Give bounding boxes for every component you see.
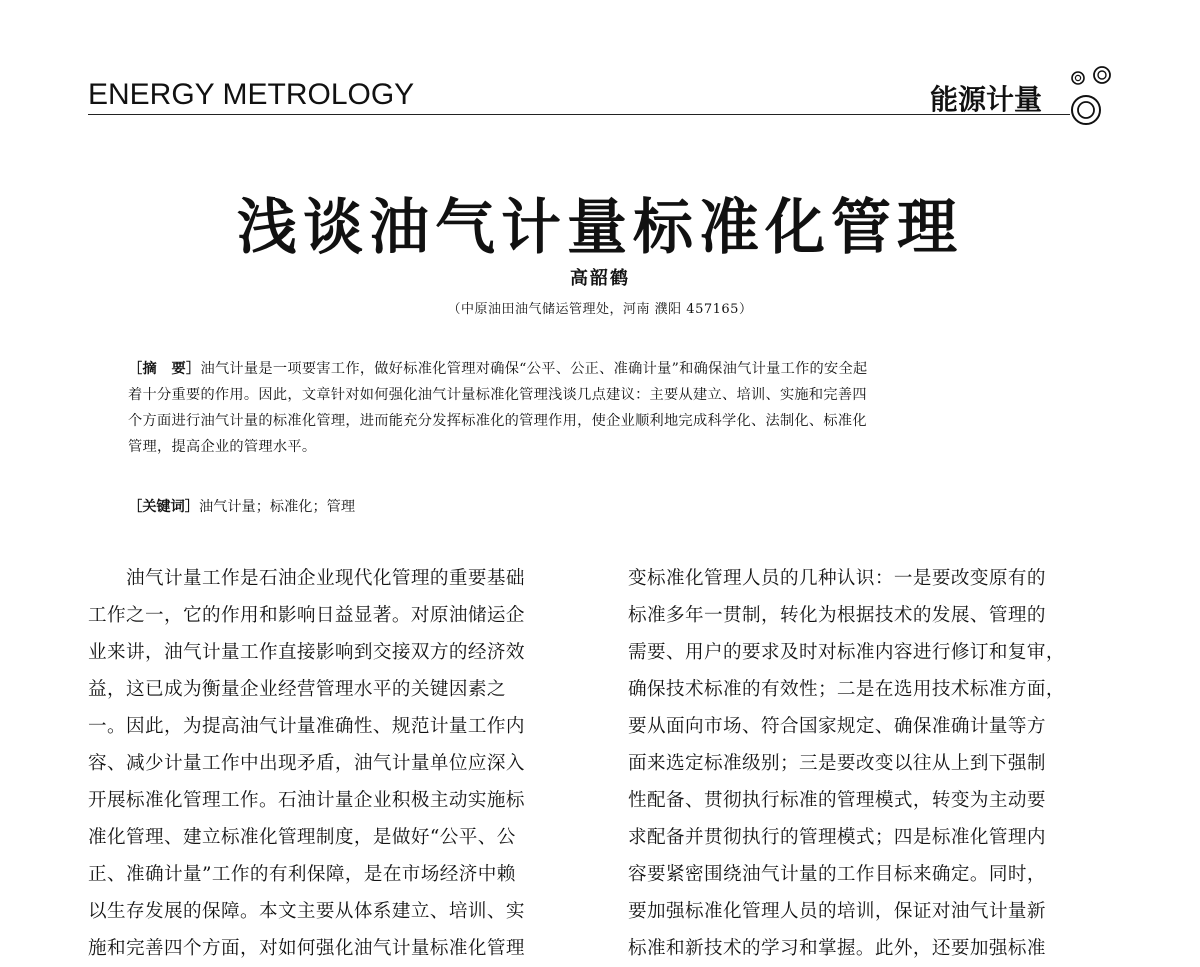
paragraph-line: 面来选定标准级别；三是要改变以往从上到下强制 bbox=[628, 753, 1046, 774]
abstract-text: 油气计量是一项要害工作，做好标准化管理对确保“公平、公正、准确计量”和确保油气计量工作的安全起 bbox=[200, 361, 868, 377]
body-left-column bbox=[88, 560, 588, 967]
author-name: 高韶鹤 bbox=[570, 268, 630, 289]
article-title: 浅谈油气计量标准化管理 bbox=[237, 193, 963, 263]
abstract-label: ［摘 要］ bbox=[128, 361, 201, 377]
paragraph-line: 标准多年一贯制，转化为根据技术的发展、管理的 bbox=[628, 605, 1046, 626]
paragraph-line: 要从面向市场、符合国家规定、确保准确计量等方 bbox=[628, 716, 1046, 737]
paragraph-line: 油气计量工作是石油企业现代化管理的重要基础 bbox=[126, 568, 525, 589]
paragraph-line: 标准和新技术的学习和掌握。此外，还要加强标准 bbox=[628, 938, 1046, 959]
keywords bbox=[128, 494, 1088, 520]
paragraph-line: 业来讲，油气计量工作直接影响到交接双方的经济效 bbox=[88, 642, 525, 663]
paragraph-line: 变标准化管理人员的几种认识：一是要改变原有的 bbox=[628, 568, 1046, 589]
paragraph-line: 正、准确计量”工作的有利保障，是在市场经济中赖 bbox=[88, 864, 516, 885]
paragraph-line: 一。因此，为提高油气计量准确性、规范计量工作内 bbox=[88, 716, 525, 737]
journal-name-en: ENERGY METROLOGY bbox=[88, 78, 415, 111]
journal-name-cn: 能源计量 bbox=[930, 83, 1043, 116]
header-rule bbox=[88, 114, 1070, 115]
author-affiliation: （中原油田油气储运管理处，河南 濮阳 457165） bbox=[447, 302, 753, 317]
abstract-line bbox=[128, 356, 1088, 382]
paragraph-line: 容、减少计量工作中出现矛盾，油气计量单位应深入 bbox=[88, 753, 525, 774]
paragraph-line: 需要、用户的要求及时对标准内容进行修订和复审， bbox=[628, 642, 1065, 663]
paragraph-line: 施和完善四个方面，对如何强化油气计量标准化管理 bbox=[88, 938, 525, 959]
abstract-line: 着十分重要的作用。因此，文章针对如何强化油气计量标准化管理浅谈几点建议：主要从建立、培训、实施和完善四 bbox=[128, 387, 867, 403]
paragraph-line: 工作之一，它的作用和影响日益显著。对原油储运企 bbox=[88, 605, 525, 626]
keywords-text: 油气计量；标准化；管理 bbox=[198, 499, 356, 515]
abstract-line: 个方面进行油气计量的标准化管理，进而能充分发挥标准化的管理作用，使企业顺利地完成科学化、法制化、标准化 bbox=[128, 413, 867, 429]
keywords-label: ［关键词］ bbox=[128, 499, 199, 515]
paragraph-line: 以生存发展的保障。本文主要从体系建立、培训、实 bbox=[88, 901, 525, 922]
paragraph-line: 要加强标准化管理人员的培训，保证对油气计量新 bbox=[628, 901, 1046, 922]
body-right-column bbox=[628, 560, 1128, 967]
paragraph-line: 开展标准化管理工作。石油计量企业积极主动实施标 bbox=[88, 790, 525, 811]
paragraph-line: 性配备、贯彻执行标准的管理模式，转变为主动要 bbox=[628, 790, 1046, 811]
journal-logo-icon bbox=[1058, 62, 1128, 128]
abstract-line: 管理，提高企业的管理水平。 bbox=[128, 439, 317, 455]
paragraph-line: 准化管理、建立标准化管理制度，是做好“公平、公 bbox=[88, 827, 516, 848]
paragraph-line: 确保技术标准的有效性；二是在选用技术标准方面， bbox=[628, 679, 1065, 700]
paragraph-line: 求配备并贯彻执行的管理模式；四是标准化管理内 bbox=[628, 827, 1046, 848]
abstract bbox=[128, 356, 1088, 460]
paragraph-line: 益，这已成为衡量企业经营管理水平的关键因素之 bbox=[88, 679, 506, 700]
paragraph-line: 容要紧密围绕油气计量的工作目标来确定。同时， bbox=[628, 864, 1046, 885]
